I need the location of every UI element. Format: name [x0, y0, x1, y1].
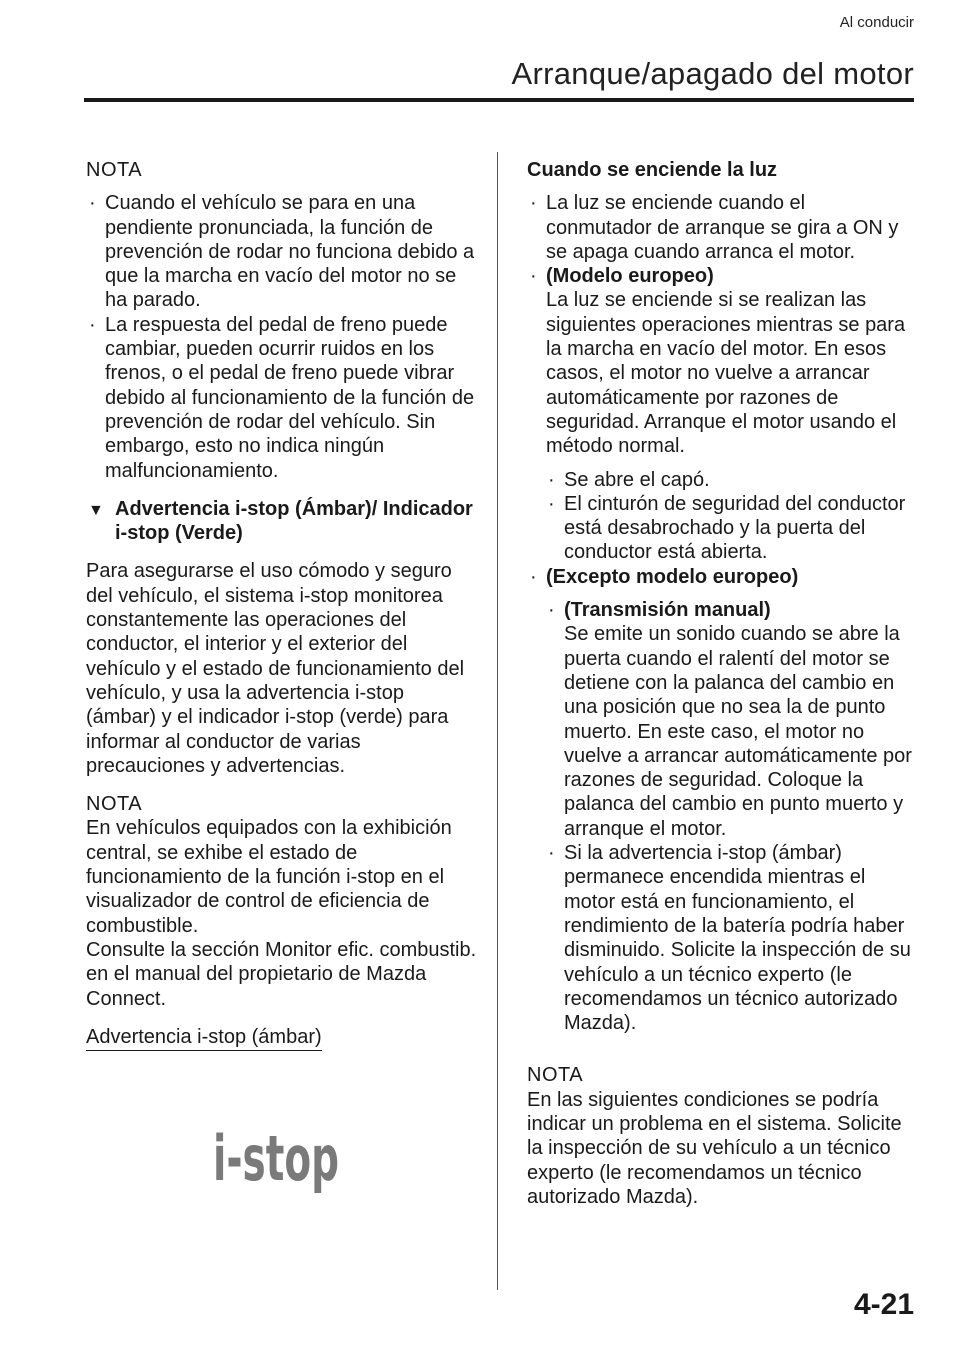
section-title: Arranque/apagado del motor [511, 56, 914, 91]
right-heading: Cuando se enciende la luz [527, 159, 778, 181]
list-item: · Si la advertencia i-stop (ámbar) permanece encendida mientras el motor está en funcionamiento, el rendimiento de la batería podría haber disminuido. Solicite la inspección de su vehículo a un técnico experto (le recomendamos un técnico autorizado Mazda). [545, 841, 915, 1035]
header-rule [84, 98, 914, 102]
paragraph: Para asegurarse el uso cómodo y seguro del vehículo, el sistema i-stop monitorea constantemente las operaciones del conductor, el interior y el exterior del vehículo y el estado de funcionamiento del vehículo, y usa la advertencia i-stop (ámbar) y el indicador i-stop (verde) para informar al conductor de varias precauciones y advertencias. [86, 560, 465, 777]
right-column [527, 158, 915, 1209]
item-text: Se emite un sonido cuando se abre la puerta cuando el ralentí del motor se detiene con la palanca del cambio en una posición que no sea la de punto muerto. En este caso, el motor no vuelve a arrancar automáticamente por razones de seguridad. Coloque la palanca del cambio en punto muerto y arranque el motor. [564, 623, 912, 840]
i-stop-icon-text: i-stop [213, 1122, 339, 1195]
triangle-marker-icon: ▼ [88, 501, 104, 519]
list-item: · Se abre el capó. [545, 468, 915, 492]
warning-label: Advertencia i-stop (ámbar) [86, 1025, 322, 1051]
column-divider [497, 152, 498, 1290]
nota-text: Consulte la sección Monitor efic. combustib. en el manual del propietario de Mazda Connect. [86, 938, 477, 1010]
list-item: · La luz se enciende cuando el conmutador de arranque se gira a ON y se apaga cuando arranca el motor. [527, 191, 915, 264]
condition-list-2 [527, 565, 915, 589]
sub-list-2 [545, 598, 915, 1035]
list-item: · El cinturón de seguridad del conductor está desabrochado y la puerta del conductor está abierta. [545, 492, 915, 565]
list-item: · Cuando el vehículo se para en una pendiente pronunciada, la función de prevención de rodar no funciona debido a que la marcha en vacío del motor no se ha parado. [86, 191, 478, 312]
subheading-text: Advertencia i-stop (Ámbar)/ Indicador i-stop (Verde) [115, 497, 473, 545]
list-item [527, 565, 915, 589]
item-title: (Transmisión manual) [564, 599, 771, 622]
list-item: · La respuesta del pedal de freno puede cambiar, pueden ocurrir ruidos en los frenos, o el pedal de freno puede vibrar debido al funcionamiento de la función de prevención de rodar del vehículo. Sin embargo, esto no indica ningún malfuncionamiento. [86, 313, 478, 483]
nota-list [86, 191, 478, 483]
item-text: La luz se enciende si se realizan las siguientes operaciones mientras se para la marcha en vacío del motor. En esos casos, el motor no vuelve a arrancar automáticamente por razones de seguridad. Arranque el motor usando el método normal. [546, 289, 906, 458]
chapter-label: Al conducir [839, 14, 914, 31]
nota-label: NOTA [86, 793, 143, 816]
nota-text: En las siguientes condiciones se podría indicar un problema en el sistema. Solicite la inspección de su vehículo a un técnico experto (le recomendamos un técnico autorizado Mazda). [527, 1088, 902, 1208]
item-title: (Modelo europeo) [546, 265, 714, 288]
nota-label: NOTA [86, 159, 143, 181]
list-item [527, 264, 915, 458]
page-number: 4-21 [853, 1288, 914, 1321]
list-item [545, 598, 915, 841]
sub-list [545, 468, 915, 565]
nota-text: En vehículos equipados con la exhibición central, se exhibe el estado de funcionamiento de la función i-stop en el visualizador de control de eficiencia de combustible. [86, 817, 452, 937]
item-title: (Excepto modelo europeo) [546, 565, 799, 588]
subheading [86, 497, 478, 546]
condition-list [527, 191, 915, 458]
i-stop-warning-icon [211, 1120, 341, 1195]
nota-label: NOTA [527, 1064, 584, 1087]
left-column [86, 158, 478, 1051]
